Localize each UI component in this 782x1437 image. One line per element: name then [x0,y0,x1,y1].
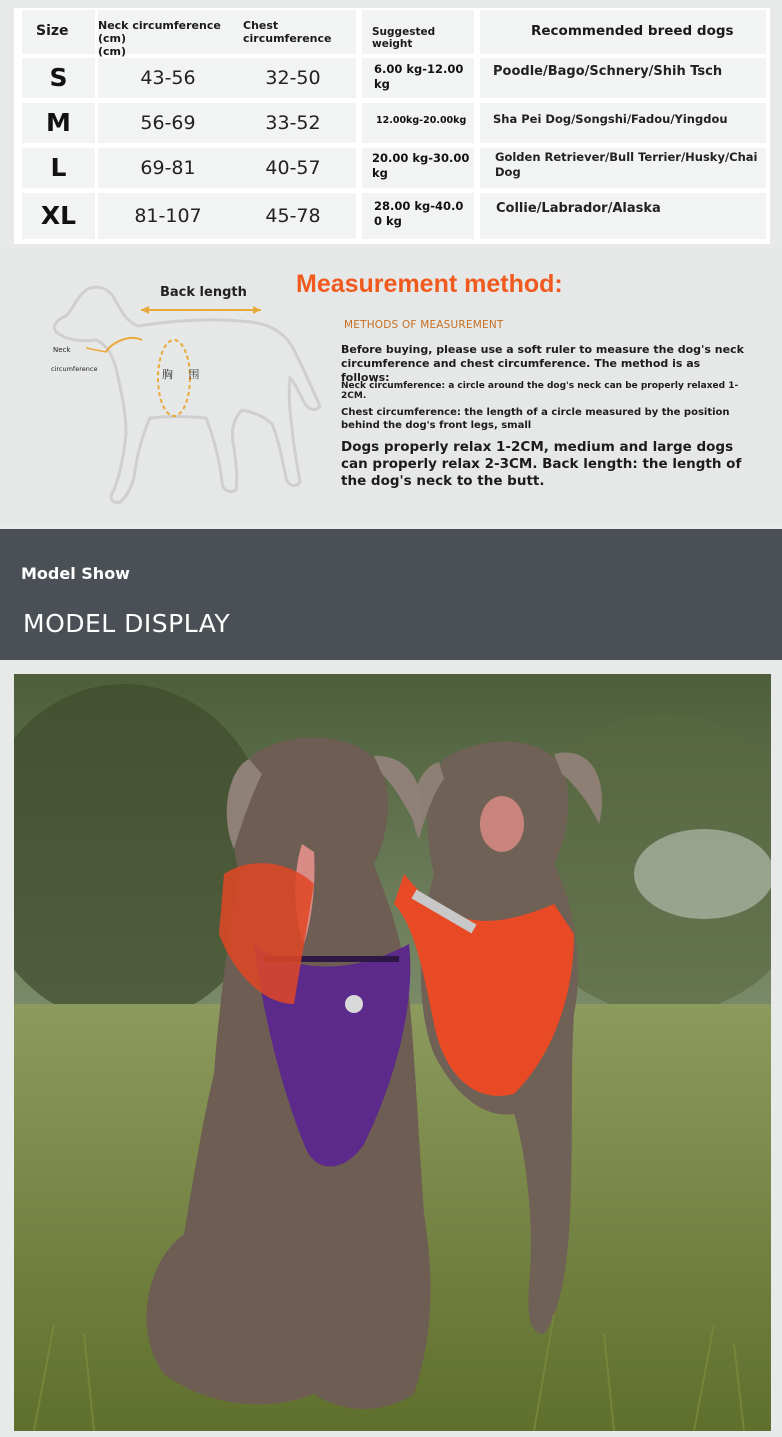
chest-cell-m: 33-52 [230,103,356,143]
measurement-section [0,248,782,524]
dogs-in-harness-illustration [14,674,771,1431]
header-weight: Suggested weight [362,10,474,54]
weight-cell-xl: 28.00 kg-40.0 0 kg [362,193,474,239]
measurement-title: Measurement method: [296,270,563,298]
weight-cell-s: 6.00 kg-12.00 kg [362,58,474,98]
neck-pointer [86,348,106,352]
model-display-heading: MODEL DISPLAY [23,609,231,638]
size-cell-xl: XL [22,193,95,239]
neck-cell-l: 69-81 [98,148,238,188]
dog-measurement-diagram [46,278,326,508]
breeds-cell-s: Poodle/Bago/Schnery/Shih Tsch [480,58,766,98]
neck-cell-m: 56-69 [98,103,238,143]
neck-cell-xl: 81-107 [98,193,238,239]
chest-cell-xl: 45-78 [230,193,356,239]
chest-cn-label: 胸 围 [162,368,206,381]
measure-intro-text: Before buying, please use a soft ruler to measure the dog's neck circumference and chest circumference. The method is as follows: [341,343,744,384]
chest-cell-l: 40-57 [230,148,356,188]
breeds-cell-l: Golden Retriever/Bull Terrier/Husky/Chai Dog [480,148,766,188]
header-neck-label: Neck circumference (cm) [98,19,221,45]
breeds-cell-xl: Collie/Labrador/Alaska [480,193,766,239]
neck-circumference-label: circumference [51,365,98,373]
neck-instruction-text: Neck circumference: a circle around the dog's neck can be properly relaxed 1-2CM. [341,381,739,401]
header-breeds: Recommended breed dogs [480,10,766,54]
relax-instruction-text: Dogs properly relax 1-2CM, medium and large dogs can properly relax 2-3CM. Back length: the length of the dog's neck to the butt. [341,439,742,489]
header-chest: Chest circumference [230,10,356,54]
header-neck [98,10,238,58]
size-cell-l: L [22,148,95,188]
back-arrow-right-head [253,306,261,314]
chest-instruction-text: Chest circumference: the length of a circle measured by the position behind the dog's front legs, small [341,407,730,431]
size-cell-m: M [22,103,95,143]
back-arrow-left-head [141,306,149,314]
methods-subtitle: METHODS OF MEASUREMENT [344,319,504,331]
size-table [14,8,770,244]
chest-cell-s: 32-50 [230,58,356,98]
size-cell-s: S [22,58,95,98]
header-size: Size [22,10,95,54]
weight-cell-m: 12.00kg-20.00kg [362,103,474,143]
weight-cell-l: 20.00 kg-30.00 kg [362,148,474,188]
back-length-label: Back length [160,285,247,300]
neck-arrow [106,338,142,352]
light-patch [634,829,771,919]
dog-outline [54,287,320,502]
neck-label: Neck [53,346,71,354]
breeds-cell-m: Sha Pei Dog/Songshi/Fadou/Yingdou [480,103,766,143]
neck-cell-s: 43-56 [98,58,238,98]
model-show-label: Model Show [21,564,130,583]
model-show-banner [0,529,782,660]
header-neck-unit: (cm) [98,45,127,58]
model-dogs-photo [14,674,771,1431]
